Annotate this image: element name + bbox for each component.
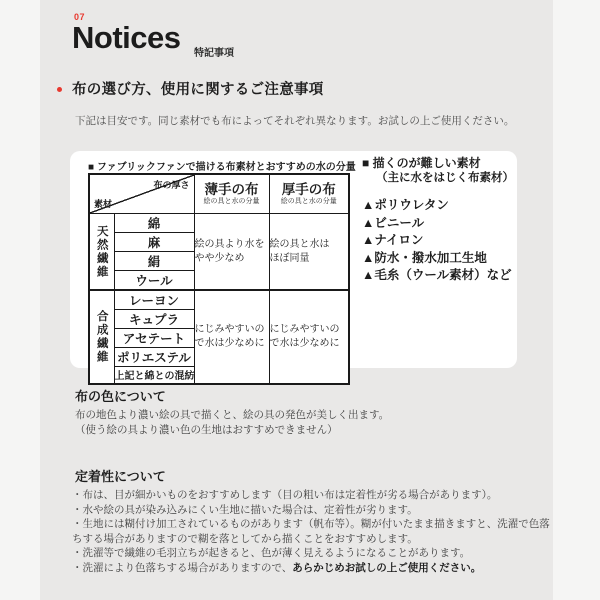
column-header-thin-label: 薄手の布 [204,182,259,197]
thin-cloth-advice-synthetic: にじみやすいの で水は少なめに [194,290,269,384]
difficult-materials-list [362,197,514,285]
bullet-line: ・洗濯により色落ちする場合がありますので、あらかじめお試しの上ご使用ください。 [72,561,482,574]
difficult-materials-subtitle: （主に水をはじく布素材） [376,172,514,184]
section-title: 布の選び方、使用に関するご注意事項 [72,82,324,98]
table-row [89,214,349,233]
thick-cloth-advice-synthetic: にじみやすいの で水は少なめに [269,290,349,384]
list-item: ▲ポリウレタン [362,198,449,212]
column-header-thick-sub: 絵の具と水の分量 [280,198,337,205]
fabric-water-table [88,173,350,385]
table-title: ■ ファブリックファンで描ける布素材とおすすめの水の分量 [88,162,356,173]
material-cell: 麻 [114,233,194,252]
page-title: Notices [72,20,181,55]
fixation-bullet-list [72,488,550,576]
table-row [89,290,349,310]
section-heading [57,78,324,99]
bullet-line: ・生地には糊付け加工されているものがあります（帆布等）。糊が付いたまま描きますと、洗濯で色落ちする場合がありますので糊を落としてから描くことをおすすめします。 [72,518,550,545]
corner-label-material: 素材 [94,199,113,209]
list-item: ▲毛糸（ウール素材）など [362,268,512,282]
cloth-color-heading: 布の色について [75,389,166,404]
column-header-thick [269,174,349,214]
column-header-thick-label: 厚手の布 [281,182,336,197]
red-bullet-icon [57,87,62,92]
bullet-line: ・水や絵の具が染み込みにくい生地に描いた場合は、定着性が劣ります。 [72,503,418,516]
thin-cloth-advice-natural: 絵の具より水を やや少なめ [194,214,269,291]
info-card [70,151,517,383]
text-line: （使う絵の具より濃い色の生地はおすすめできません） [75,424,338,436]
thick-cloth-advice-natural: 絵の具と水は ほぼ同量 [269,214,349,291]
material-cell: ポリエステル [114,348,194,367]
page-title-japanese: 特記事項 [194,48,234,59]
material-cell: 綿 [114,214,194,233]
column-header-thin [194,174,269,214]
difficult-materials-title: ■ 描くのが難しい素材 [362,156,481,170]
list-item: ▲ナイロン [362,233,424,247]
bullet-line: ・洗濯等で繊維の毛羽立ちが起きると、色が薄く見えるようになることがあります。 [72,547,471,560]
group-natural-fiber: 天然繊維 [89,214,114,291]
material-cell: レーヨン [114,290,194,310]
section-note: 下記は目安です。同じ素材でも布によってそれぞれ異なります。お試しの上ご使用ください。 [75,115,515,127]
material-cell: 上記と綿との混紡 [114,367,194,384]
material-cell: アセテート [114,329,194,348]
bullet-line: ・布は、目が細かいものをおすすめします（目の粗い布は定着性が劣る場合があります）。 [72,489,498,501]
material-cell: 絹 [114,252,194,271]
group-synthetic-fiber: 合成繊維 [89,290,114,384]
material-cell: キュプラ [114,310,194,329]
column-header-thin-sub: 絵の具と水の分量 [203,198,260,205]
cloth-color-text [75,408,389,438]
list-item: ▲ビニール [362,215,425,230]
table-corner-cell [89,174,194,214]
difficult-materials-panel [362,156,514,285]
text-line: 布の地色より濃い絵の具で描くと、絵の具の発色が美しく出ます。 [75,409,390,421]
page-number: 07 [74,12,86,22]
list-item: ▲防水・撥水加工生地 [362,250,487,265]
fixation-heading: 定着性について [75,469,166,484]
material-cell: ウール [114,271,194,291]
corner-label-thickness: 布の厚さ [153,180,190,190]
